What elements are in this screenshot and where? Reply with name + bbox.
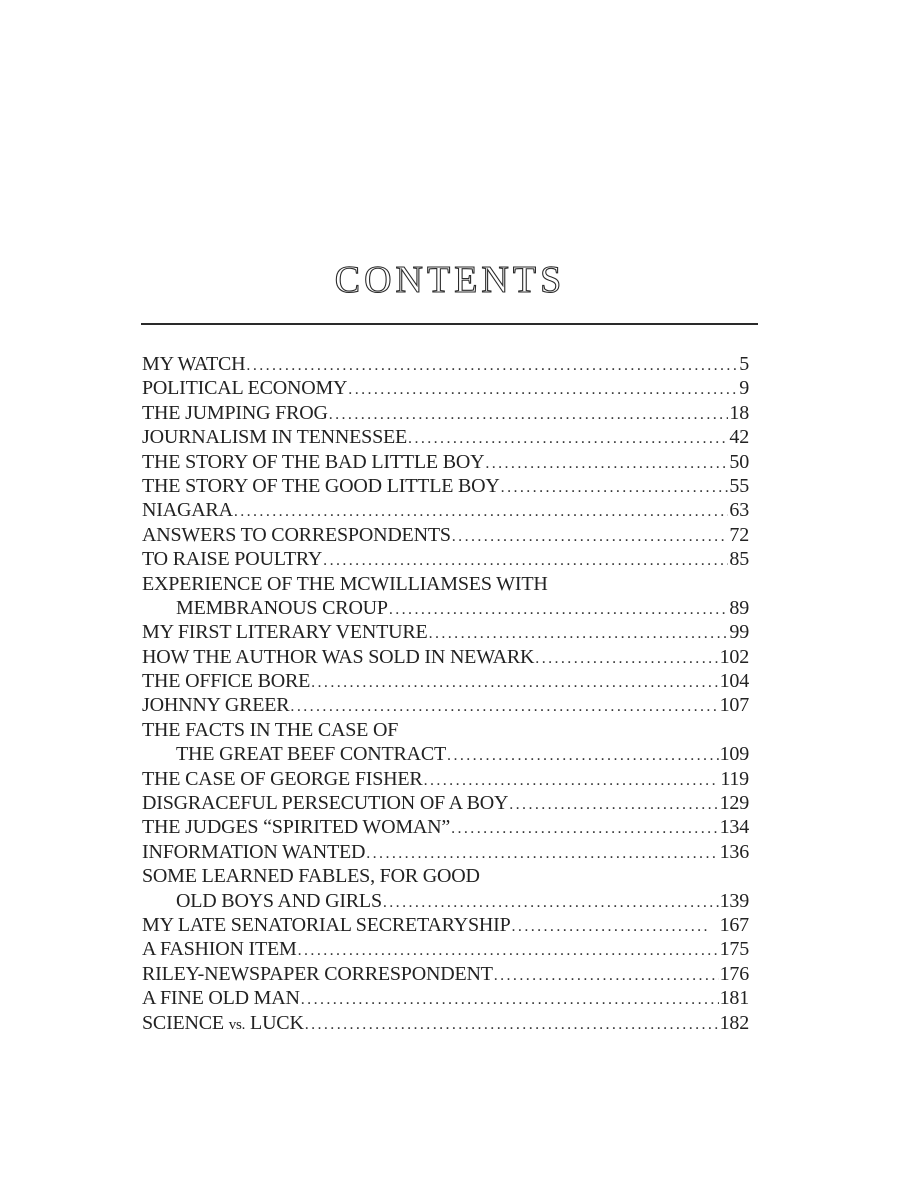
dot-leader: [389, 598, 729, 622]
entry-page: 134: [719, 816, 749, 839]
entry-page: 85: [729, 548, 749, 571]
toc-entry-journalism-in-tennessee: [142, 425, 749, 449]
dot-leader: [305, 1013, 719, 1037]
heading-rule: [141, 323, 758, 325]
toc-entry-jumping-frog: [142, 401, 749, 425]
entry-page: 102: [719, 645, 749, 668]
entry-title: A FASHION ITEM: [142, 938, 297, 961]
entry-title-part: SCIENCE: [142, 1011, 229, 1034]
toc-entry-bad-little-boy: [142, 450, 749, 474]
entry-page: 5: [739, 353, 749, 375]
entry-title: INFORMATION WANTED: [142, 840, 366, 863]
toc-entry-george-fisher: [142, 767, 749, 791]
entry-title: MY FIRST LITERARY VENTURE: [142, 621, 428, 644]
entry-title: THE OFFICE BORE: [142, 670, 311, 693]
toc-entry-johnny-greer: [142, 693, 749, 717]
dot-leader: [366, 842, 718, 866]
dot-leader: [509, 793, 718, 817]
toc-entry-fine-old-man: [142, 986, 749, 1010]
entry-title: [142, 1011, 304, 1037]
toc-entry-beef-contract: [142, 718, 749, 767]
entry-title: THE JUMPING FROG: [142, 401, 328, 424]
entry-title: MY LATE SENATORIAL SECRETARYSHIP: [142, 913, 511, 936]
toc-entry-my-watch: [142, 352, 749, 376]
toc-entry-to-raise-poultry: [142, 547, 749, 571]
entry-page: 176: [719, 962, 749, 985]
dot-leader: [290, 695, 718, 719]
dot-leader: [452, 525, 729, 549]
dot-leader: [424, 769, 720, 793]
entry-title: NIAGARA: [142, 499, 233, 522]
entry-page: 136: [719, 840, 749, 863]
entry-title: JOHNNY GREER: [142, 694, 290, 717]
entry-title: THE STORY OF THE GOOD LITTLE BOY: [142, 474, 500, 497]
toc-entry-fashion-item: [142, 937, 749, 961]
entry-page: 182: [719, 1011, 749, 1034]
entry-page: 63: [729, 499, 749, 522]
dot-leader: [246, 354, 738, 378]
dot-leader: [447, 744, 719, 768]
toc-entry-disgraceful-persecution: [142, 791, 749, 815]
entry-title: JOURNALISM IN TENNESSEE: [142, 426, 408, 449]
toc-entry-riley: [142, 962, 749, 986]
dot-leader: [311, 671, 718, 695]
entry-page: 99: [729, 621, 749, 644]
toc-entry-information-wanted: [142, 840, 749, 864]
entry-title: MY WATCH: [142, 353, 246, 375]
dot-leader: [383, 891, 719, 915]
entry-page: 167: [709, 913, 749, 936]
toc-entry-political-economy: [142, 376, 749, 400]
entry-title: OLD BOYS AND GIRLS: [176, 889, 382, 912]
dot-leader: [329, 403, 729, 427]
toc-entry-office-bore: [142, 669, 749, 693]
dot-leader: [494, 964, 719, 988]
toc-entry-answers-to-correspondents: [142, 523, 749, 547]
dot-leader: [429, 622, 729, 646]
entry-page: 42: [729, 426, 749, 449]
dot-leader: [323, 549, 728, 573]
entry-page: 89: [729, 596, 749, 619]
entry-page: 104: [719, 670, 749, 693]
entry-page: 107: [719, 694, 749, 717]
dot-leader: [451, 817, 718, 841]
entry-title: DISGRACEFUL PERSECUTION OF A BOY: [142, 792, 509, 815]
entry-title-line1: THE FACTS IN THE CASE OF: [142, 718, 399, 741]
entry-title-line1: EXPERIENCE OF THE MCWILLIAMSES WITH: [142, 572, 548, 595]
entry-title: ANSWERS TO CORRESPONDENTS: [142, 523, 451, 546]
entry-page: 175: [719, 938, 749, 961]
entry-page: 18: [729, 401, 749, 424]
entry-page: 181: [719, 987, 749, 1010]
entry-title: THE STORY OF THE BAD LITTLE BOY: [142, 450, 485, 473]
entry-title: THE CASE OF GEORGE FISHER: [142, 767, 423, 790]
entry-title: THE JUDGES “SPIRITED WOMAN”: [142, 816, 451, 839]
table-of-contents: [142, 352, 749, 1035]
entry-page: 109: [719, 743, 749, 766]
dot-leader: [301, 988, 719, 1012]
dot-leader: [348, 378, 738, 402]
entry-title: MEMBRANOUS CROUP: [176, 596, 388, 619]
entry-title: A FINE OLD MAN: [142, 987, 300, 1010]
entry-page: 9: [739, 377, 749, 400]
entry-title: RILEY-NEWSPAPER CORRESPONDENT: [142, 962, 493, 985]
entry-page: 119: [720, 767, 749, 790]
toc-entry-spirited-woman: [142, 815, 749, 839]
entry-title-vs: vs.: [228, 1016, 246, 1033]
entry-page: 55: [729, 474, 749, 497]
dot-leader: [535, 647, 718, 671]
toc-entry-mcwilliamses: [142, 572, 749, 621]
dot-leader: [298, 939, 719, 963]
entry-page: 72: [729, 523, 749, 546]
entry-title: THE GREAT BEEF CONTRACT: [176, 743, 447, 766]
entry-title: TO RAISE POULTRY: [142, 548, 323, 571]
contents-heading: CONTENTS: [334, 259, 566, 301]
dot-leader: [512, 915, 709, 939]
toc-entry-niagara: [142, 498, 749, 522]
entry-title: HOW THE AUTHOR WAS SOLD IN NEWARK: [142, 645, 535, 668]
dot-leader: [501, 476, 729, 500]
toc-entry-first-literary-venture: [142, 620, 749, 644]
toc-entry-science-vs-luck: [142, 1011, 749, 1035]
entry-page: 139: [719, 889, 749, 912]
toc-entry-senatorial-secretaryship: [142, 913, 749, 937]
dot-leader: [408, 427, 728, 451]
entry-page: 129: [719, 792, 749, 815]
dot-leader: [485, 452, 728, 476]
toc-entry-good-little-boy: [142, 474, 749, 498]
toc-entry-learned-fables: [142, 864, 749, 913]
entry-title-part: LUCK: [245, 1011, 304, 1034]
toc-entry-sold-in-newark: [142, 645, 749, 669]
entry-title-line1: SOME LEARNED FABLES, FOR GOOD: [142, 865, 480, 888]
entry-page: 50: [729, 450, 749, 473]
dot-leader: [234, 500, 729, 524]
entry-title: POLITICAL ECONOMY: [142, 377, 348, 400]
